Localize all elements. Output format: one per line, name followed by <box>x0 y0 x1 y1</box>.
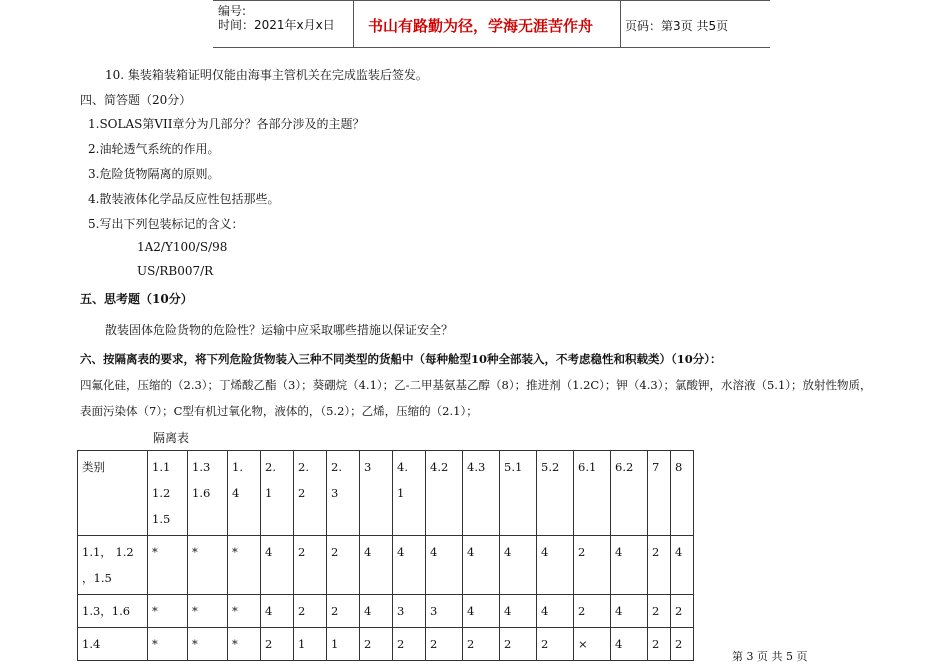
table-cell: 4 <box>611 595 648 628</box>
table-row <box>78 628 694 661</box>
table-header-cell: 1. 4 <box>228 451 261 536</box>
question-1: 1.SOLAS第VII章分为几部分？各部分涉及的主题？ <box>88 117 365 131</box>
table-header-cell: 2. 3 <box>327 451 360 536</box>
package-mark-1: 1A2/Y100/S/98 <box>137 240 228 254</box>
table-header-cell: 1.3 1.6 <box>188 451 228 536</box>
table-header-cell: 4.3 <box>463 451 500 536</box>
table-row <box>78 536 694 595</box>
table-cell: 3 <box>393 595 426 628</box>
header-number-label: 编号: <box>218 4 247 18</box>
table-cell: 2 <box>574 595 611 628</box>
table-cell: 2 <box>671 595 694 628</box>
item-10: 10. 集装箱装箱证明仅能由海事主管机关在完成监装后签发。 <box>105 68 428 82</box>
table-cell: 4 <box>360 595 393 628</box>
table-cell: * <box>188 536 228 595</box>
table-cell: 4 <box>611 628 648 661</box>
table-cell: 2 <box>393 628 426 661</box>
goods-line-1: 四氟化硅，压缩的（2.3）；丁烯酸乙酯（3）；葵硼烷（4.1）；乙-二甲基氨基乙醇（8）；推进剂（1.2C）；钾（4.3）；氯酸钾，水溶液（5.1）；放射性物质， <box>80 378 872 392</box>
table-header-cell: 2. 2 <box>294 451 327 536</box>
section-6-heading: 六、按隔离表的要求，将下列危险货物装入三种不同类型的货船中（每种舱型10种全部装入，不考虑稳性和积载类）（10分）： <box>80 352 722 366</box>
table-header-cell: 类别 <box>78 451 148 536</box>
table-cell: 4 <box>611 536 648 595</box>
table-cell: 1.4 <box>78 628 148 661</box>
table-cell: 4 <box>360 536 393 595</box>
header-divider-1 <box>353 0 354 48</box>
table-header-cell: 3 <box>360 451 393 536</box>
table-cell: 4 <box>537 536 574 595</box>
table-header-cell: 2. 1 <box>261 451 294 536</box>
table-cell: 4 <box>261 595 294 628</box>
table-cell: * <box>148 536 188 595</box>
table-cell: 3 <box>426 595 463 628</box>
table-cell: 4 <box>500 595 537 628</box>
table-cell: 2 <box>463 628 500 661</box>
table-cell: × <box>574 628 611 661</box>
table-cell: 2 <box>327 595 360 628</box>
table-header-cell: 7 <box>648 451 671 536</box>
table-cell: 2 <box>294 536 327 595</box>
table-cell: * <box>228 628 261 661</box>
table-cell: 1 <box>294 628 327 661</box>
table-cell: 4 <box>500 536 537 595</box>
table-cell: 4 <box>426 536 463 595</box>
question-2: 2.油轮透气系统的作用。 <box>88 142 220 156</box>
table-cell: 2 <box>261 628 294 661</box>
table-row <box>78 595 694 628</box>
header-time-label: 时间：2021年x月x日 <box>218 18 335 32</box>
table-header-cell: 5.2 <box>537 451 574 536</box>
table-cell: 2 <box>327 536 360 595</box>
segregation-table <box>77 450 694 661</box>
table-header-cell: 8 <box>671 451 694 536</box>
table-cell: 2 <box>360 628 393 661</box>
table-cell: * <box>188 628 228 661</box>
section-5-heading: 五、思考题（10分） <box>80 292 193 306</box>
header-motto: 书山有路勤为径，学海无涯苦作舟 <box>368 17 594 35</box>
table-cell: 2 <box>500 628 537 661</box>
table-header-cell: 6.2 <box>611 451 648 536</box>
table-cell: 4 <box>261 536 294 595</box>
header-divider-2 <box>620 0 621 48</box>
header-page-label: 页码：第3页 共5页 <box>625 19 729 33</box>
table-header-cell: 4.2 <box>426 451 463 536</box>
table-cell: 2 <box>671 628 694 661</box>
table-cell: 2 <box>648 595 671 628</box>
table-cell: 1.3，1.6 <box>78 595 148 628</box>
table-header-cell: 5.1 <box>500 451 537 536</box>
table-header-cell: 1.1 1.2 1.5 <box>148 451 188 536</box>
goods-line-2: 表面污染体（7）；C型有机过氧化物，液体的，（5.2）；乙烯，压缩的（2.1）； <box>80 404 478 418</box>
header-bottom-rule <box>213 47 770 48</box>
table-cell: * <box>148 595 188 628</box>
table-cell: 1 <box>327 628 360 661</box>
question-3: 3.危险货物隔离的原则。 <box>88 167 220 181</box>
header-top-rule <box>213 0 770 1</box>
table-cell: 1.1， 1.2 ，1.5 <box>78 536 148 595</box>
table-cell: 2 <box>294 595 327 628</box>
table-header-row <box>78 451 694 536</box>
table-cell: 4 <box>463 536 500 595</box>
section-4-heading: 四、简答题（20分） <box>80 93 192 107</box>
table-cell: 4 <box>463 595 500 628</box>
table-caption: 隔离表 <box>153 431 190 445</box>
table-cell: 2 <box>426 628 463 661</box>
footer-page-number: 第 3 页 共 5 页 <box>732 650 808 663</box>
table-cell: 4 <box>671 536 694 595</box>
section-5-question: 散装固体危险货物的危险性？运输中应采取哪些措施以保证安全？ <box>105 323 454 337</box>
table-cell: 2 <box>648 628 671 661</box>
table-cell: * <box>188 595 228 628</box>
table-cell: 4 <box>537 595 574 628</box>
table-cell: 2 <box>537 628 574 661</box>
table-cell: 2 <box>574 536 611 595</box>
table-header-cell: 4. 1 <box>393 451 426 536</box>
table-cell: 2 <box>648 536 671 595</box>
table-cell: * <box>228 536 261 595</box>
package-mark-2: US/RB007/R <box>137 264 214 278</box>
table-cell: * <box>148 628 188 661</box>
table-cell: 4 <box>393 536 426 595</box>
question-5: 5.写出下列包装标记的含义： <box>88 217 244 231</box>
table-header-cell: 6.1 <box>574 451 611 536</box>
question-4: 4.散装液体化学品反应性包括那些。 <box>88 192 280 206</box>
table-cell: * <box>228 595 261 628</box>
